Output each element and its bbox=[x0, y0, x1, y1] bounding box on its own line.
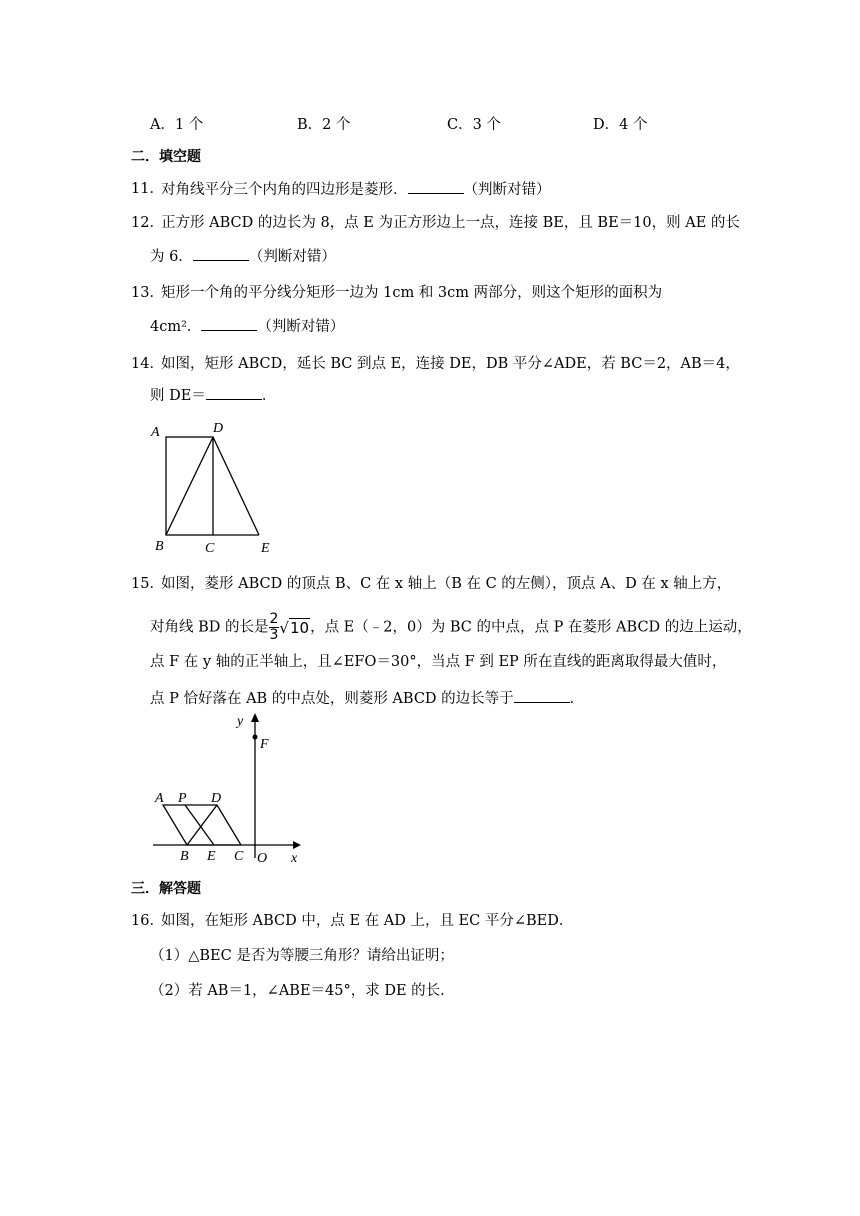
q16-part1: （1）△BEC 是否为等腰三角形？请给出证明； bbox=[150, 948, 454, 964]
label-e: E bbox=[207, 849, 216, 864]
label-a: A bbox=[155, 791, 164, 806]
q12-line2: 为 6． （判断对错） bbox=[150, 246, 336, 267]
label-o: O bbox=[257, 851, 268, 866]
q15-answer-blank[interactable] bbox=[514, 688, 570, 703]
q13-line1: 矩形一个角的平分线分矩形一边为 1cm 和 3cm 两部分，则这个矩形的面积为 bbox=[161, 285, 663, 301]
q11-text: 对角线平分三个内角的四边形是菱形． （判断对错） bbox=[161, 179, 551, 200]
q13-number: 13． bbox=[131, 285, 164, 301]
q15-line4: 点 P 恰好落在 AB 的中点处，则菱形 ABCD 的边长等于 ． bbox=[150, 688, 584, 709]
choice-c: C．3 个 bbox=[447, 117, 501, 133]
q15-line2: 对角线 BD 的长是 $\frac{2}{3}$ √10，点 E（﹣2，0）为 BC 的中点，点 P 在菱形 ABCD 的边上运动， bbox=[150, 611, 752, 643]
label-y: y bbox=[237, 714, 244, 729]
q15-number: 15． bbox=[131, 576, 164, 592]
label-b: B bbox=[180, 849, 189, 864]
segment-ep bbox=[185, 805, 214, 845]
fraction-two-thirds: $\frac{2}{3}$ bbox=[269, 611, 279, 643]
q13-line2: 4cm²． （判断对错） bbox=[150, 316, 344, 337]
label-x: x bbox=[291, 851, 298, 866]
choice-a: A．1 个 bbox=[150, 117, 204, 133]
section-answer-title: 三．解答题 bbox=[131, 881, 201, 897]
q15-line3: 点 F 在 y 轴的正半轴上，且∠EFO＝30°，当点 F 到 EP 所在直线的距离取得最大值时， bbox=[150, 654, 727, 670]
q11-answer-blank[interactable] bbox=[408, 179, 464, 194]
choice-d: D．4 个 bbox=[593, 117, 648, 133]
label-e: E bbox=[261, 541, 270, 556]
choice-b: B．2 个 bbox=[297, 117, 351, 133]
section-fill-in-title: 二．填空题 bbox=[131, 149, 201, 165]
point-f bbox=[253, 735, 258, 740]
q15-figure bbox=[145, 708, 315, 868]
q15-line1: 如图，菱形 ABCD 的顶点 B、C 在 x 轴上（B 在 C 的左侧），顶点 A、D 在 x 轴上方， bbox=[161, 576, 732, 592]
q12-line1: 正方形 ABCD 的边长为 8，点 E 为正方形边上一点，连接 BE，且 BE＝10，则 AE 的长 bbox=[161, 215, 740, 231]
label-d: D bbox=[211, 791, 222, 806]
label-p: P bbox=[178, 791, 187, 806]
label-a: A bbox=[151, 425, 160, 440]
sqrt-ten: √10 bbox=[279, 618, 310, 637]
q14-number: 14． bbox=[131, 356, 164, 372]
label-d: D bbox=[213, 421, 224, 436]
q12-number: 12． bbox=[131, 215, 164, 231]
label-c: C bbox=[234, 849, 244, 864]
segment-de bbox=[213, 437, 259, 535]
q11-number: 11． bbox=[131, 181, 164, 197]
x-axis-arrow bbox=[293, 841, 301, 849]
diagonal-bd bbox=[187, 805, 217, 845]
q14-line1: 如图，矩形 ABCD，延长 BC 到点 E，连接 DE，DB 平分∠ADE，若 BC＝2，AB＝4， bbox=[161, 356, 740, 372]
label-f: F bbox=[260, 737, 269, 752]
q16-number: 16． bbox=[131, 913, 164, 929]
q12-answer-blank[interactable] bbox=[193, 246, 249, 261]
q16-part2: （2）若 AB＝1，∠ABE＝45°，求 DE 的长． bbox=[150, 983, 455, 999]
q13-answer-blank[interactable] bbox=[201, 316, 257, 331]
q14-answer-blank[interactable] bbox=[206, 385, 262, 400]
label-b: B bbox=[155, 539, 164, 554]
q14-line2: 则 DE＝ ． bbox=[150, 385, 276, 406]
q16-line1: 如图，在矩形 ABCD 中，点 E 在 AD 上，且 EC 平分∠BED． bbox=[161, 913, 574, 929]
label-c: C bbox=[205, 541, 215, 556]
segment-bd bbox=[166, 437, 213, 535]
q14-figure bbox=[145, 418, 285, 558]
y-axis-arrow bbox=[251, 713, 259, 722]
